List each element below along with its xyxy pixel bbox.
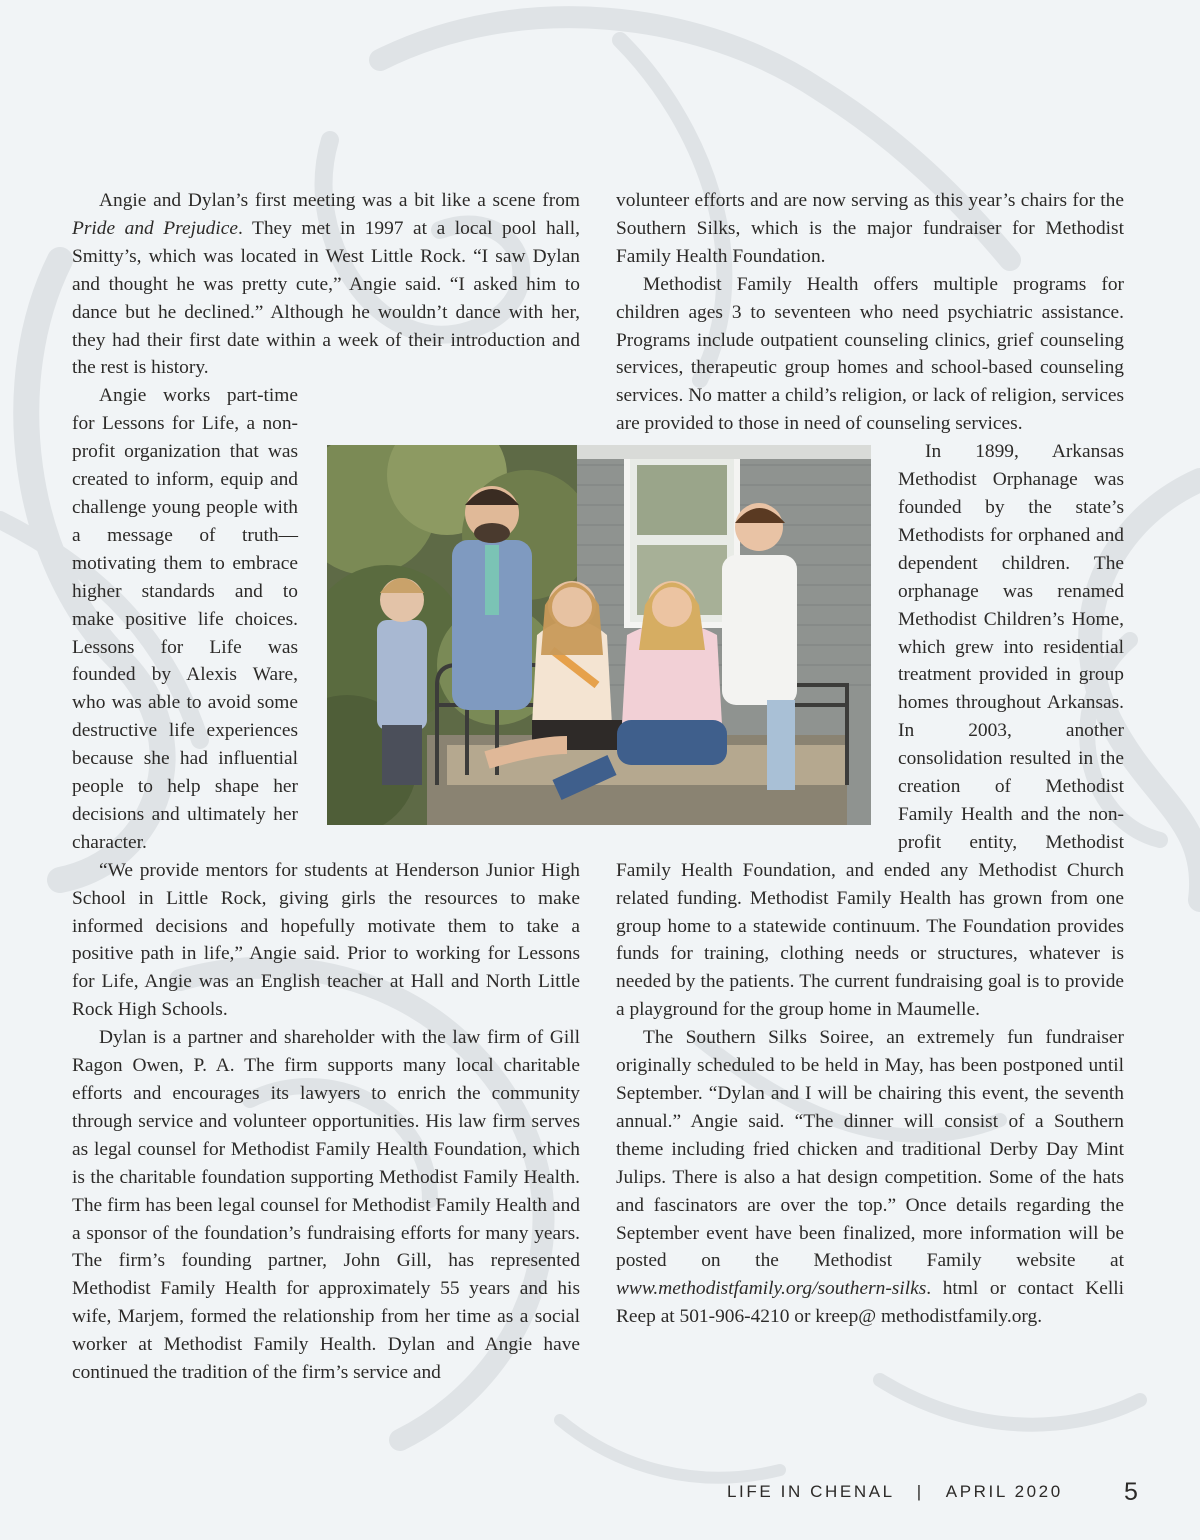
page-footer — [727, 1482, 1063, 1502]
paragraph-volunteer-efforts: volunteer efforts and are now serving as this year’s chairs for the Southern Silks, which is the major fundraiser for Methodist Family Health Foundation. — [616, 190, 1124, 267]
paragraph-mentors: “We provide mentors for students at Henderson Junior High School in Little Rock, giving girls the resources to make informed decisions and hopefully motivate them to take a positive path in life,” Angie said. Prior to working for Lessons for Life, Angie was an English teacher at Hall and North Little Rock High Schools. — [72, 859, 580, 1021]
paragraph-first-meeting: Angie and Dylan’s first meeting was a bit like a scene from Pride and Prejudice. They met in 1997 at a local pool hall, Smitty’s, which was located in West Little Rock. “I saw Dylan and thought he was pretty cute,” Angie said. “I asked him to dance but he declined.” Although he wouldn’t dance with her, they had their first date within a week of their introduction and the rest is history. — [72, 190, 580, 379]
paragraph-lessons-for-life: Angie works part-time for Lessons for Life, a non-profit organization that was created to inform, equip and challenge young people with a message of truth—motivating them to embrace higher standards and to make positive life choices. Lessons for Life was founded by Alexis Ware, who was able to avoid some destructive life experiences because she had influential people to help shape her decisions and ultimately her character. — [72, 385, 298, 853]
family-portrait-illustration — [327, 445, 871, 825]
family-portrait-photo — [327, 445, 871, 825]
paragraph-history: In 1899, Arkansas Methodist Orphanage was founded by the state’s Methodists for orphaned and dependent children. The orphanage was renamed Methodist Children’s Home, which grew into residential treatment provided in group homes throughout Arkansas. In 2003, another consolidation resulted in the creation of Methodist Family Health and the non-profit entity, Methodist Family Health Foundation, and ended any Methodist Church related funding. Methodist Family Health has grown from one group home to a statewide continuum. The Foundation provides funds for training, clothing needs or structures, whatever is needed by the patients. The current fundraising goal is to provide a playground for the group home in Maumelle. — [616, 441, 1124, 1021]
paragraph-law-firm: Dylan is a partner and shareholder with the law firm of Gill Ragon Owen, P. A. The firm supports many local charitable efforts and encourages its lawyers to enrich the community through service and volunteer opportunities. His law firm serves as legal counsel for Methodist Family Health Foundation, which is the charitable foundation supporting Methodist Family Health. The firm has been legal counsel for Methodist Family Health and a sponsor of the foundation’s fundraising efforts for many years. The firm’s founding partner, John Gill, has represented Methodist Family Health for approximately 55 years and his wife, Marjem, formed the relationship from her time as a social worker at Methodist Family Health. Dylan and Angie have continued the tradition of the firm’s service and — [72, 1027, 580, 1384]
website-link[interactable]: www.methodistfamily.org/southern-silks — [616, 1278, 927, 1300]
paragraph-programs: Methodist Family Health offers multiple programs for children ages 3 to seventeen who need psychiatric assistance. Programs include outpatient counseling clinics, grief counseling services, therapeutic group homes and school-based counseling services. No matter a child’s religion, or lack of religion, services are provided to those in need of counseling services. — [616, 273, 1124, 435]
paragraph-soiree: The Southern Silks Soiree, an extremely fun fundraiser originally scheduled to be held in May, has been postponed until September. “Dylan and I will be chairing this event, the seventh annual.” Angie said. “The dinner will consist of a Southern theme including fried chicken and traditional Derby Day Mint Julips. There is also a hat design competition. Some of the hats and fascinators are over the top.” Once details regarding the September event have been finalized, more information will be posted on the Methodist Family website at www.methodistfamily.org/southern-silks. html or contact Kelli Reep at 501-906-4210 or kreep@ methodistfamily.org. — [616, 1027, 1124, 1328]
footer-separator: | — [916, 1482, 924, 1501]
publication-name: LIFE IN CHENAL — [727, 1482, 895, 1501]
book-title: Pride and Prejudice — [72, 217, 238, 239]
issue-date: APRIL 2020 — [945, 1482, 1063, 1501]
page-number: 5 — [1124, 1478, 1138, 1506]
